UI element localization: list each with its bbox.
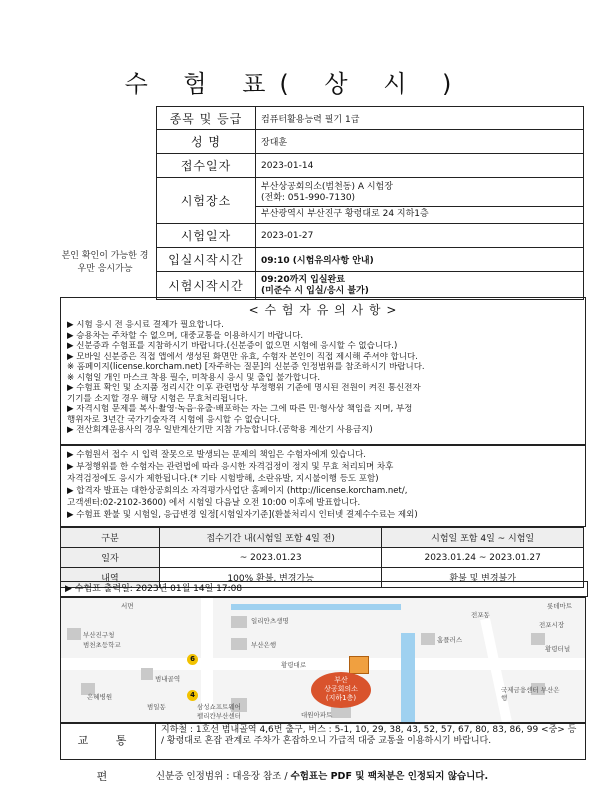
table-cell: 환불 및 변경불가 — [382, 568, 584, 588]
notice-item: 행위자로 3년간 국가기술자격 시험에 응시할 수 없습니다. — [67, 414, 281, 425]
info-label: 성 명 — [157, 130, 256, 154]
info-label: 시험장소 — [157, 178, 256, 224]
venue-marker-line: (지하1층) — [325, 694, 357, 702]
venue-name: 부산상공회의소(범천동) A 시험장 — [261, 181, 393, 192]
start-time-warning: (미준수 시 입실/응시 불가) — [261, 285, 369, 296]
info-label: 시험시작시간 — [157, 272, 256, 300]
notice-item: ▶ 모바일 신분증은 직접 앱에서 생성된 화면만 유효, 수험자 본인이 직접 제시해 주셔야 합니다. — [67, 351, 418, 362]
map-label: 국제금융센터 부산은행 — [501, 686, 560, 702]
print-date: ▶ 수험표 출력일: 2023년 01월 14일 17:08 — [60, 581, 588, 597]
info-label: 시험일자 — [157, 224, 256, 248]
notice2-item: ▶ 부정행위를 한 수험자는 관련법에 따라 응시한 자격검정이 정지 및 무효 처리되며 차후 — [67, 462, 394, 472]
notice2-item: ▶ 수험표 환불 및 시험일, 응급변경 일정[시험일자기준](환불처리시 인터넷 결제수수료는 제외) — [67, 510, 418, 520]
map-label: 범천초등학교 — [83, 641, 121, 649]
notice2-item: 고객센터:02-2102-3600) 에서 시험일 다음날 오전 10:00 이후에 발표합니다. — [67, 498, 361, 508]
page-title: 수 험 표( 상 시 ) — [124, 70, 466, 98]
venue-address: 부산광역시 부산진구 황령대로 24 지하1층 — [256, 206, 583, 220]
info-label: 입실시작시간 — [157, 248, 256, 272]
map-label: 은혜병원 — [87, 693, 113, 701]
main-road — [61, 658, 585, 670]
transport-text: 지하철 : 1호선 범내골역 4,6번 출구, 버스 : 5-1, 10, 29, 38, 43, 52, 57, 67, 80, 83, 86, 99 <중> 등 / 황령대로 혼잡 관계로 주차가 혼잡하오니 가급적 대중 교통을 이용하시기 바랍니다. — [161, 725, 577, 746]
map-label: 황령터널 — [545, 645, 571, 653]
map-label: 부산진구청 — [83, 631, 115, 639]
map-label: 범내골역 — [155, 675, 181, 683]
map-label: 부산은행 — [251, 641, 277, 649]
info-row — [157, 248, 584, 272]
info-row — [157, 224, 584, 248]
info-table — [156, 106, 584, 300]
map-label: 펠리칸부산센터 — [197, 712, 241, 720]
notice2-item: 자격검정에도 응시가 제한됩니다.(* 기타 시험방해, 소란유발, 지시불이행 등도 포함) — [67, 474, 379, 484]
table-header: 시험일 포함 4일 ~ 시험일 — [382, 528, 584, 548]
venue-marker — [311, 672, 371, 708]
notice-item: ※ 시험일 개인 마스크 착용 필수, 미착용시 응시 및 출입 불가합니다. — [67, 372, 321, 383]
map-label: 황령대로 — [281, 661, 307, 669]
map-label: 대원아파트 — [301, 711, 333, 719]
table-header-row — [61, 528, 584, 548]
building — [231, 638, 247, 650]
map-label: 범일동 — [147, 703, 166, 711]
map-label: 전포시장 — [539, 621, 565, 629]
building — [67, 628, 81, 640]
table-row — [61, 548, 584, 568]
info-value: 2023-01-27 — [256, 224, 584, 248]
canal — [231, 604, 401, 610]
info-row — [157, 107, 584, 130]
map-label: 서면 — [121, 602, 134, 610]
info-value: 컴퓨터활용능력 필기 1급 — [256, 107, 584, 130]
info-row — [157, 130, 584, 154]
info-row — [157, 272, 584, 300]
notice2-item: ▶ 합격자 발표는 대한상공회의소 자격평가사업단 홈페이지 (http://license.korcham.net/, — [67, 486, 408, 496]
table-cell: ~ 2023.01.23 — [160, 548, 382, 568]
building-marker-icon — [349, 656, 369, 674]
side-road — [480, 618, 512, 723]
table-cell: 내역 — [61, 568, 160, 588]
notice-box-2 — [60, 445, 586, 527]
notice2-item: ▶ 수험원서 접수 시 입력 잘못으로 발생되는 문제의 책임은 수험자에게 있습니다. — [67, 450, 367, 460]
start-time-line: 09:20까지 입실완료 — [261, 274, 345, 285]
info-value: 09:10 (시험유의사항 안내) — [256, 248, 584, 272]
location-map — [60, 597, 586, 724]
notice-item: ▶ 신분증과 수험표를 지참하시기 바랍니다.(신분증이 없으면 시험에 응시할 수 없습니다.) — [67, 341, 398, 351]
side-note: 본인 확인이 가능한 경우만 응시가능 — [61, 251, 149, 274]
venue-phone: (전화: 051-990-7130) — [261, 192, 356, 203]
table-header: 접수기간 내(시험일 포함 4일 전) — [160, 528, 382, 548]
map-label: 전포동 — [471, 611, 490, 619]
table-cell: 100% 환불, 변경가능 — [160, 568, 382, 588]
start-time-cell — [256, 272, 584, 300]
venue-marker-line: 상공회의소 — [324, 685, 358, 693]
venue-marker-line: 부산 — [334, 676, 348, 684]
refund-schedule-table — [60, 527, 584, 588]
building — [231, 616, 247, 628]
info-label: 접수일자 — [157, 154, 256, 178]
info-label: 종목 및 등급 — [157, 107, 256, 130]
notice-item: ▶ 시험 응시 전 응시료 결제가 필요합니다. — [67, 320, 224, 330]
notice-title: < 수 험 자 유 의 사 항 > — [248, 303, 398, 317]
table-cell: 일자 — [61, 548, 160, 568]
map-label: 일리안츠생명 — [251, 617, 289, 625]
info-value: 장대훈 — [256, 130, 584, 154]
notice-item: ▶ 전산회계운용사의 경우 일반계산기만 지참 가능합니다.(공학용 계산기 사용금지) — [67, 425, 373, 435]
subway-exit-4-icon: 4 — [187, 690, 198, 701]
map-label: 홈플러스 — [437, 636, 463, 644]
notice2-list — [61, 446, 585, 521]
subway-exit-6-icon: 6 — [187, 654, 198, 665]
notice-item: ▶ 승용차는 주차할 수 없으며, 대중교통을 이용하시기 바랍니다. — [67, 330, 304, 341]
table-header: 구분 — [61, 528, 160, 548]
footer-prefix: 신분증 인정범위 : 대응장 참조 / — [155, 771, 291, 782]
notice-item: ▶ 수험표 확인 및 소지품 정리시간 이후 관련법상 부정행위 기준에 명시된 전원이 켜진 통신전자 — [67, 383, 421, 393]
footer-warning: 수험표는 PDF 및 팩처분은 인정되지 않습니다. — [290, 771, 489, 782]
venue-cell — [256, 178, 584, 224]
footer-note — [60, 768, 584, 782]
info-row — [157, 154, 584, 178]
info-row — [157, 178, 584, 224]
info-value: 2023-01-14 — [256, 154, 584, 178]
notice-item: ※ 홈페이지(license.korcham.net) [자주하는 질문]의 신분증 인정범위를 참조하시기 바랍니다. — [67, 362, 425, 372]
notice-item: ▶ 자격시험 문제를 복사·촬영·녹음·유출·배포하는 자는 그에 따른 민·형사상 책임을 지며, 부정 — [67, 404, 413, 414]
building — [141, 668, 153, 680]
notice-item: 기기를 소지할 경우 해당 시험은 무효처리됩니다. — [67, 393, 248, 404]
transport-label: 교 통 편 — [61, 723, 156, 759]
building — [421, 633, 435, 645]
notice-box — [60, 297, 586, 445]
map-label: 롯데마트 — [547, 602, 573, 610]
table-cell: 2023.01.24 ~ 2023.01.27 — [382, 548, 584, 568]
building — [531, 633, 545, 645]
map-label: 삼성쇼프트웨어 — [197, 703, 241, 711]
notice-list — [61, 318, 585, 436]
river — [401, 633, 415, 723]
